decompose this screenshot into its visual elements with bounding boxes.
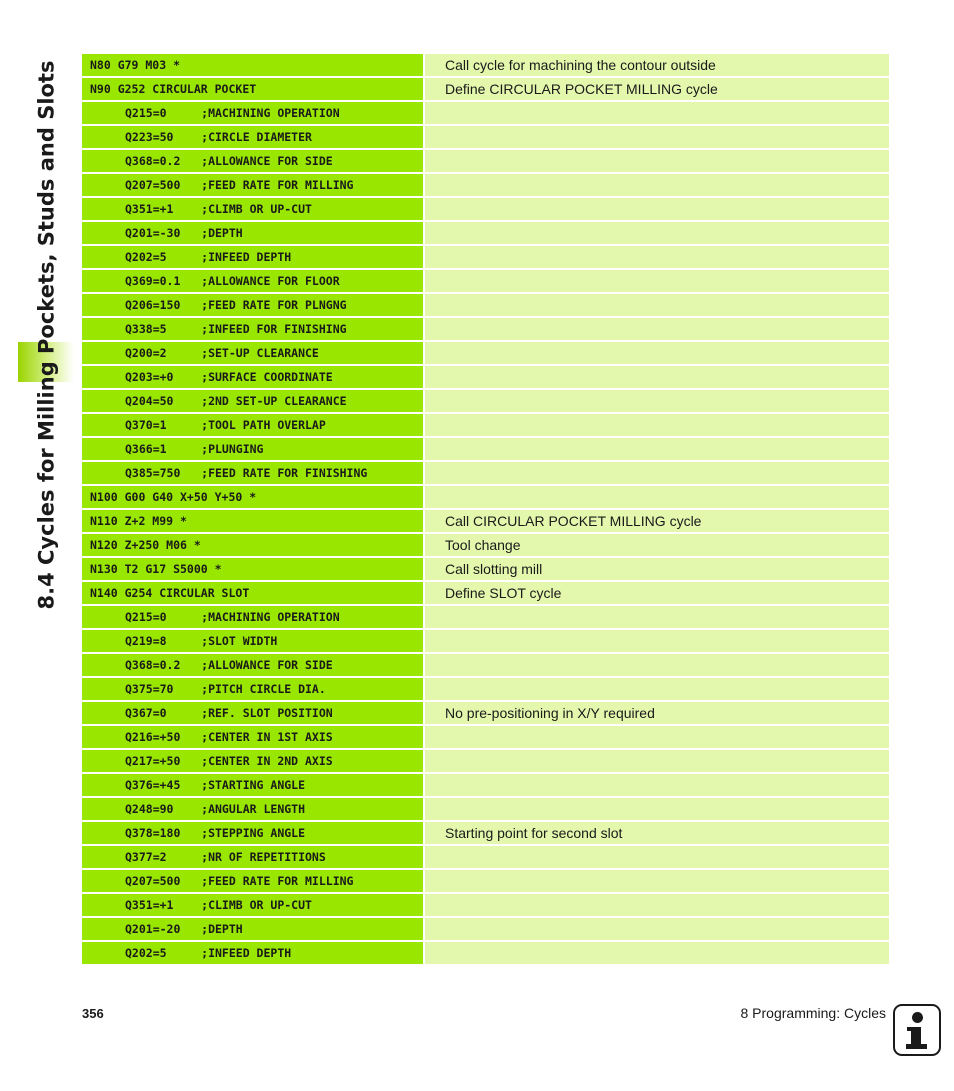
nc-code-cell: Q369=0.1 ;ALLOWANCE FOR FLOOR (82, 270, 423, 292)
comment-cell: No pre-positioning in X/Y required (425, 702, 889, 724)
comment-cell (425, 942, 889, 964)
table-row (82, 294, 889, 316)
nc-code-cell: Q248=90 ;ANGULAR LENGTH (82, 798, 423, 820)
table-row (82, 846, 889, 868)
table-row (82, 558, 889, 580)
nc-code-cell: N100 G00 G40 X+50 Y+50 * (82, 486, 423, 508)
comment-cell (425, 150, 889, 172)
comment-cell (425, 198, 889, 220)
comment-cell (425, 342, 889, 364)
nc-code-cell: Q351=+1 ;CLIMB OR UP-CUT (82, 198, 423, 220)
table-row (82, 822, 889, 844)
comment-cell: Call slotting mill (425, 558, 889, 580)
table-row (82, 246, 889, 268)
table-row (82, 798, 889, 820)
nc-code-cell: N130 T2 G17 S5000 * (82, 558, 423, 580)
table-row (82, 750, 889, 772)
comment-cell (425, 294, 889, 316)
nc-code-cell: Q370=1 ;TOOL PATH OVERLAP (82, 414, 423, 436)
comment-cell (425, 126, 889, 148)
comment-cell: Define SLOT cycle (425, 582, 889, 604)
table-row (82, 54, 889, 76)
nc-code-cell: Q377=2 ;NR OF REPETITIONS (82, 846, 423, 868)
comment-cell: Tool change (425, 534, 889, 556)
comment-cell: Define CIRCULAR POCKET MILLING cycle (425, 78, 889, 100)
nc-code-cell: Q201=-20 ;DEPTH (82, 918, 423, 940)
table-row (82, 510, 889, 532)
info-icon-dot (912, 1012, 923, 1023)
table-row (82, 486, 889, 508)
comment-cell (425, 918, 889, 940)
comment-cell (425, 246, 889, 268)
program-listing-table (82, 54, 889, 966)
table-row (82, 654, 889, 676)
comment-cell (425, 102, 889, 124)
comment-cell (425, 270, 889, 292)
nc-code-cell: Q215=0 ;MACHINING OPERATION (82, 102, 423, 124)
nc-code-cell: Q366=1 ;PLUNGING (82, 438, 423, 460)
info-icon-base (906, 1044, 927, 1049)
nc-code-cell: Q368=0.2 ;ALLOWANCE FOR SIDE (82, 150, 423, 172)
nc-code-cell: Q217=+50 ;CENTER IN 2ND AXIS (82, 750, 423, 772)
nc-code-cell: Q351=+1 ;CLIMB OR UP-CUT (82, 894, 423, 916)
nc-code-cell: Q202=5 ;INFEED DEPTH (82, 246, 423, 268)
table-row (82, 774, 889, 796)
comment-cell (425, 318, 889, 340)
info-icon (893, 1004, 941, 1056)
nc-code-cell: N110 Z+2 M99 * (82, 510, 423, 532)
chapter-label: 8 Programming: Cycles (740, 1005, 886, 1021)
comment-cell (425, 486, 889, 508)
comment-cell: Starting point for second slot (425, 822, 889, 844)
table-row (82, 198, 889, 220)
table-row (82, 318, 889, 340)
table-row (82, 366, 889, 388)
table-row (82, 438, 889, 460)
nc-code-cell: Q216=+50 ;CENTER IN 1ST AXIS (82, 726, 423, 748)
table-row (82, 870, 889, 892)
comment-cell (425, 846, 889, 868)
comment-cell (425, 606, 889, 628)
table-row (82, 462, 889, 484)
table-row (82, 342, 889, 364)
nc-code-cell: Q219=8 ;SLOT WIDTH (82, 630, 423, 652)
nc-code-cell: Q375=70 ;PITCH CIRCLE DIA. (82, 678, 423, 700)
table-row (82, 270, 889, 292)
nc-code-cell: Q202=5 ;INFEED DEPTH (82, 942, 423, 964)
comment-cell (425, 750, 889, 772)
nc-code-cell: Q204=50 ;2ND SET-UP CLEARANCE (82, 390, 423, 412)
comment-cell (425, 222, 889, 244)
comment-cell (425, 870, 889, 892)
comment-cell (425, 798, 889, 820)
table-row (82, 894, 889, 916)
table-row (82, 918, 889, 940)
nc-code-cell: Q200=2 ;SET-UP CLEARANCE (82, 342, 423, 364)
nc-code-cell: Q385=750 ;FEED RATE FOR FINISHING (82, 462, 423, 484)
table-row (82, 630, 889, 652)
table-row (82, 726, 889, 748)
comment-cell (425, 630, 889, 652)
table-row (82, 606, 889, 628)
comment-cell (425, 462, 889, 484)
nc-code-cell: N140 G254 CIRCULAR SLOT (82, 582, 423, 604)
nc-code-cell: N120 Z+250 M06 * (82, 534, 423, 556)
comment-cell (425, 438, 889, 460)
nc-code-cell: N90 G252 CIRCULAR POCKET (82, 78, 423, 100)
table-row (82, 150, 889, 172)
comment-cell (425, 366, 889, 388)
nc-code-cell: Q201=-30 ;DEPTH (82, 222, 423, 244)
table-row (82, 534, 889, 556)
comment-cell (425, 894, 889, 916)
nc-code-cell: Q368=0.2 ;ALLOWANCE FOR SIDE (82, 654, 423, 676)
table-row (82, 414, 889, 436)
nc-code-cell: N80 G79 M03 * (82, 54, 423, 76)
nc-code-cell: Q378=180 ;STEPPING ANGLE (82, 822, 423, 844)
comment-cell: Call cycle for machining the contour outside (425, 54, 889, 76)
comment-cell (425, 174, 889, 196)
table-row (82, 174, 889, 196)
section-title-text: 8.4 Cycles for Milling Pockets, Studs and Slots (34, 60, 59, 610)
comment-cell (425, 726, 889, 748)
section-title (27, 50, 65, 620)
nc-code-cell: Q207=500 ;FEED RATE FOR MILLING (82, 174, 423, 196)
comment-cell (425, 414, 889, 436)
table-row (82, 102, 889, 124)
table-row (82, 390, 889, 412)
nc-code-cell: Q376=+45 ;STARTING ANGLE (82, 774, 423, 796)
nc-code-cell: Q203=+0 ;SURFACE COORDINATE (82, 366, 423, 388)
nc-code-cell: Q207=500 ;FEED RATE FOR MILLING (82, 870, 423, 892)
nc-code-cell: Q338=5 ;INFEED FOR FINISHING (82, 318, 423, 340)
comment-cell (425, 774, 889, 796)
table-row (82, 702, 889, 724)
comment-cell (425, 654, 889, 676)
nc-code-cell: Q223=50 ;CIRCLE DIAMETER (82, 126, 423, 148)
comment-cell: Call CIRCULAR POCKET MILLING cycle (425, 510, 889, 532)
table-row (82, 78, 889, 100)
nc-code-cell: Q215=0 ;MACHINING OPERATION (82, 606, 423, 628)
comment-cell (425, 390, 889, 412)
nc-code-cell: Q367=0 ;REF. SLOT POSITION (82, 702, 423, 724)
nc-code-cell: Q206=150 ;FEED RATE FOR PLNGNG (82, 294, 423, 316)
comment-cell (425, 678, 889, 700)
table-row (82, 942, 889, 964)
table-row (82, 222, 889, 244)
table-row (82, 678, 889, 700)
table-row (82, 126, 889, 148)
table-row (82, 582, 889, 604)
page-number: 356 (82, 1006, 104, 1021)
